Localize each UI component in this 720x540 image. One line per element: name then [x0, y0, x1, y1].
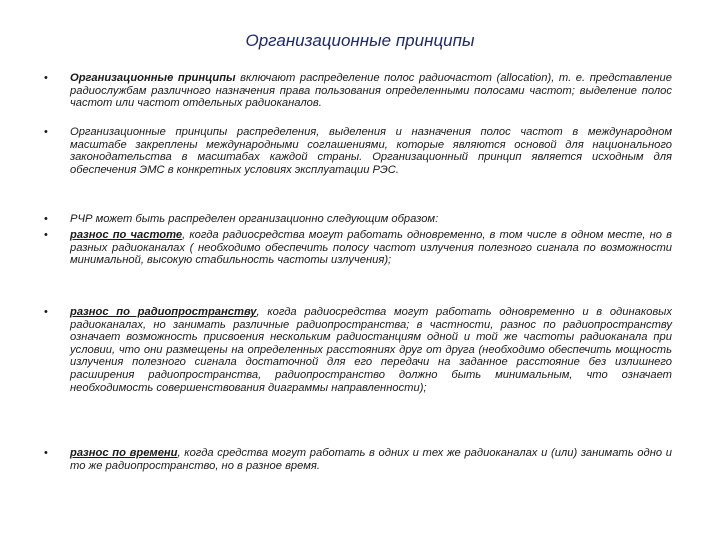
item-text: [70, 72, 672, 110]
item-text: [70, 447, 672, 472]
item-text: [70, 126, 672, 176]
item-body: , когда средства могут работать в одних и тех же радиоканалах и (или) занимать одно и то же радиопространство, но в разное время.: [70, 447, 672, 472]
item-lead: разнос по времени: [70, 447, 178, 459]
item-text: [70, 306, 672, 394]
item-body: РЧР может быть распределен организационно следующим образом:: [70, 213, 439, 225]
item-body: включают распределение полос радиочастот (allocation), т. е. представление радиослужбам различного назначения права пользования определенными полосами частот; выделение полос частот или частот отдельных радиоканалов.: [70, 72, 672, 110]
item-text: [70, 229, 672, 267]
item-lead: разнос по радиопространству: [70, 306, 257, 318]
bullet-icon: •: [44, 72, 48, 84]
slide-title: Организационные принципы: [245, 31, 475, 50]
item-body: , когда радиосредства могут работать одновременно и в одинаковых радиоканалах, но занимать различные радиопространства; в частности, разнос по радиопространству означает возможность присвоения нескольким радиостанциям одной и той же частоты радиоканала при условии, что они размещены на определенных расстояниях друг от друга (необходимо обеспечить мощность излучения полезного сигнала достаточной для его передачи на заданное расстояние без излишнего расширения радиопространства, радиопространство должно быть минимальным, что означает необходимость совершенствования диаграммы направленности);: [70, 306, 672, 394]
item-body: Организационные принципы распределения, выделения и назначения полос частот в международном масштабе закреплены международными соглашениями, которые являются основой для национального законодательства в масштабах каждой страны. Организационный принцип является исходным для обеспечения ЭМС в конкретных условиях эксплуатации РЭС.: [70, 126, 672, 176]
item-body: , когда радиосредства могут работать одновременно, в том числе в одном месте, но в разных радиоканалах ( необходимо обеспечить полосу частот излучения полезного сигнала по возможности минимальной, высокую стабильность частоты излучения);: [70, 229, 672, 267]
item-lead: разнос по частоте: [70, 229, 183, 241]
bullet-icon: •: [44, 126, 48, 138]
bullet-icon: •: [44, 306, 48, 318]
item-lead: Организационные принципы: [70, 72, 236, 84]
bullet-icon: •: [44, 229, 48, 241]
bullet-icon: •: [44, 213, 48, 225]
item-text: [70, 213, 672, 226]
bullet-icon: •: [44, 447, 48, 459]
